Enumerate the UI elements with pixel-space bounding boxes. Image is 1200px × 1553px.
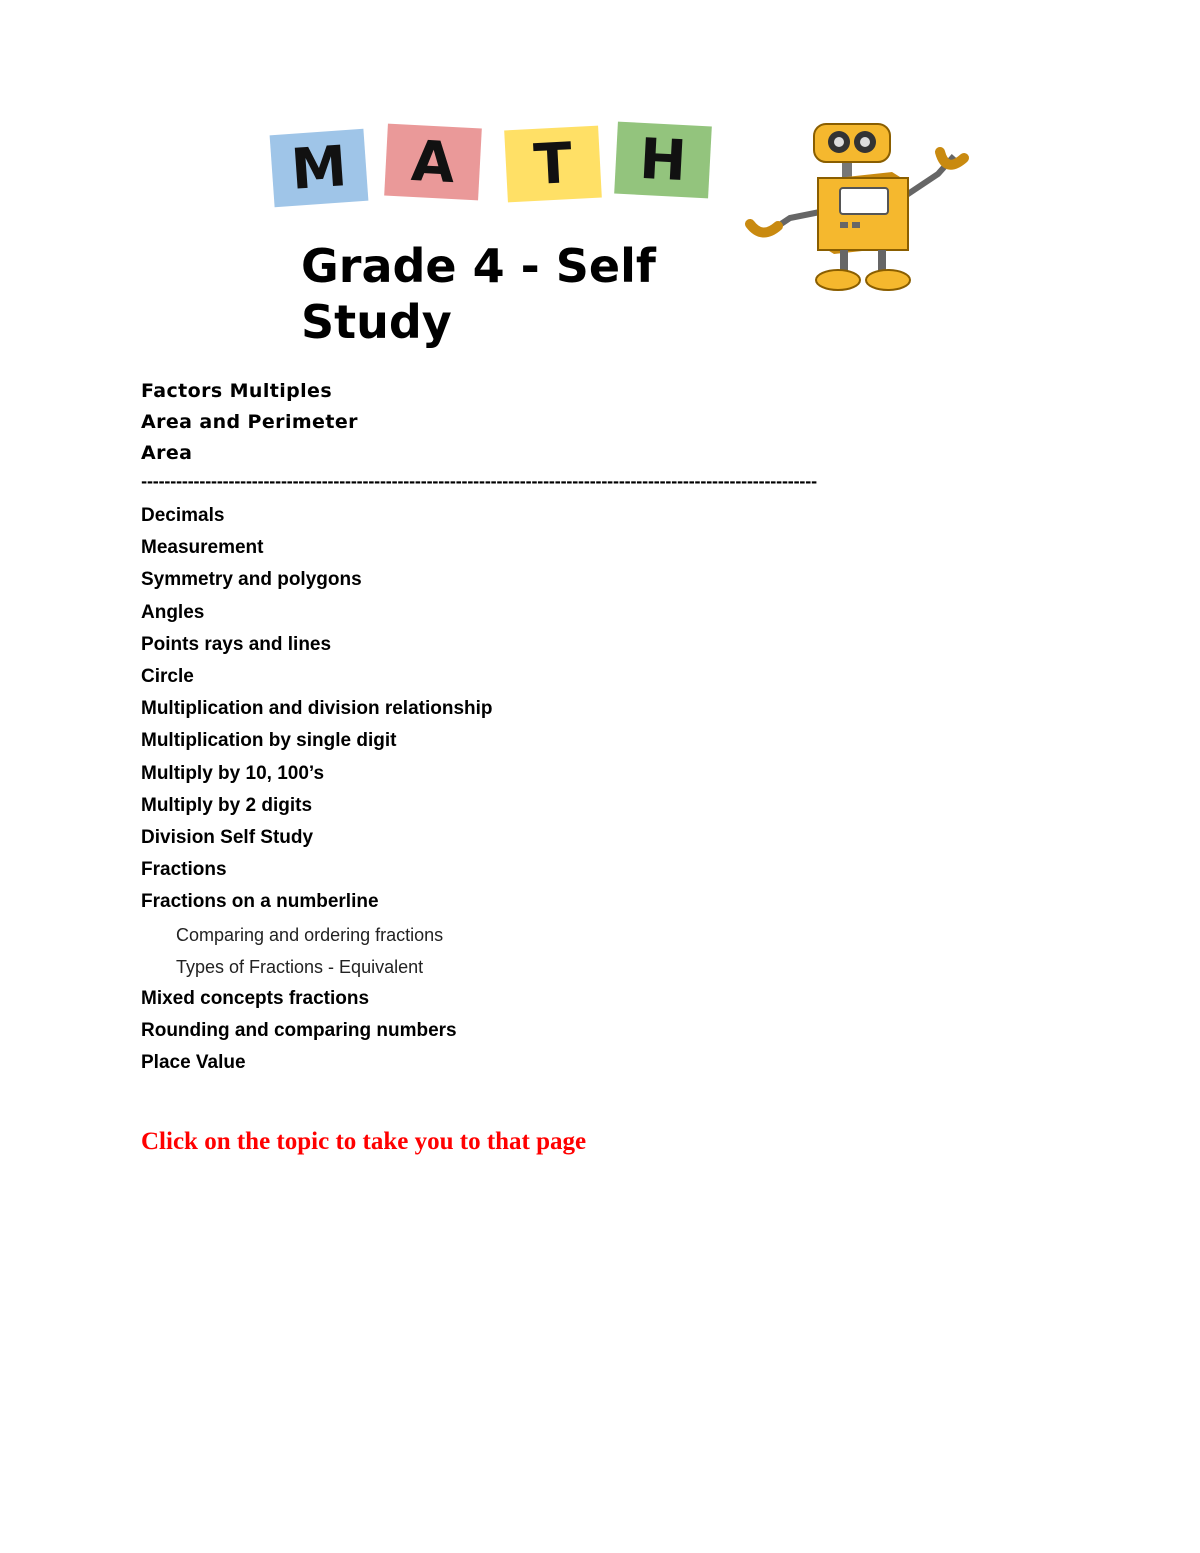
topic-link[interactable]: Place Value [141,1052,246,1074]
robot-screen [840,188,888,214]
topic-link[interactable]: Angles [141,601,205,623]
math-logo [268,118,718,208]
robot-foot-right [866,270,910,290]
subtopic-link[interactable]: Comparing and ordering fractions [176,924,444,945]
logo-tile-t: T [504,126,602,203]
topic-link[interactable]: Points rays and lines [141,633,332,655]
topic-link[interactable]: Factors Multiples [141,380,333,402]
topic-link[interactable]: Area [141,442,193,464]
topic-link[interactable]: Multiply by 2 digits [141,794,313,816]
topic-link[interactable]: Multiply by 10, 100’s [141,762,325,784]
topic-list [141,500,493,1080]
topic-link[interactable]: Multiplication and division relationship [141,698,493,720]
page-title: Grade 4 - Self Study [301,239,656,349]
logo-tile-a: A [384,124,482,201]
topic-link[interactable]: Multiplication by single digit [141,730,397,752]
topic-link[interactable]: Mixed concepts fractions [141,988,370,1010]
topic-link[interactable]: Circle [141,666,194,688]
topic-link[interactable]: Symmetry and polygons [141,569,362,591]
topic-link[interactable]: Measurement [141,537,264,559]
robot-foot-left [816,270,860,290]
topic-link[interactable]: Fractions on a numberline [141,891,379,913]
topic-group-top [141,376,358,469]
instruction-note: Click on the topic to take you to that page [141,1128,587,1155]
topic-link[interactable]: Rounding and comparing numbers [141,1020,457,1042]
dashed-divider: -------------------------------------------------------------------------------------------------------------------- [141,473,817,491]
robot-illustration [742,112,978,302]
topic-link[interactable]: Area and Perimeter [141,411,358,433]
subtopic-link[interactable]: Types of Fractions - Equivalent [176,956,424,977]
logo-tile-h: H [614,122,712,199]
topic-link[interactable]: Fractions [141,859,227,881]
robot-head [814,124,890,162]
topic-link[interactable]: Division Self Study [141,827,314,849]
topic-link[interactable]: Decimals [141,505,225,526]
logo-tile-m: M [270,129,369,207]
